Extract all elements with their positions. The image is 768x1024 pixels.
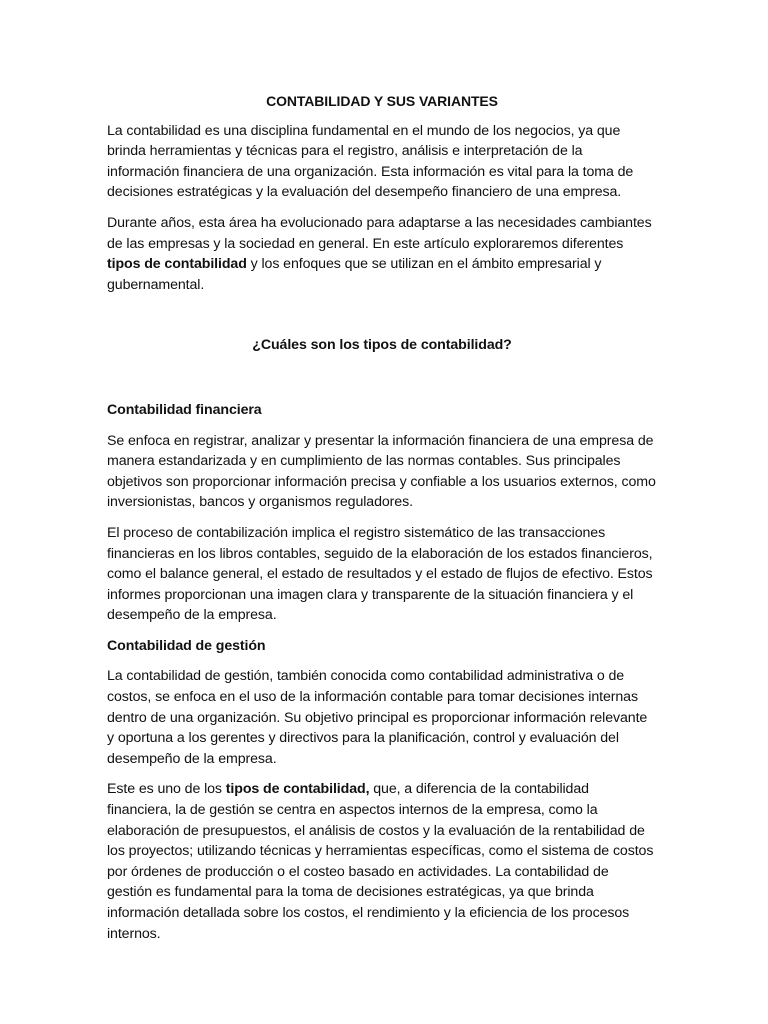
heading-contabilidad-financiera: Contabilidad financiera <box>107 401 262 418</box>
section-subtitle: ¿Cuáles son los tipos de contabilidad? <box>252 337 512 354</box>
document-title: CONTABILIDAD Y SUS VARIANTES <box>266 93 498 109</box>
intro-paragraph-2-text-before: Durante años, esta área ha evolucionado para adaptarse a las necesidades cambiantes de las empresas y la sociedad en general. En este artículo exploraremos diferentes <box>107 214 652 252</box>
document-body <box>107 91 657 954</box>
heading-contabilidad-de-gestion: Contabilidad de gestión <box>107 637 266 654</box>
intro-paragraph-2-bold-term: tipos de contabilidad <box>107 256 247 273</box>
gestion-paragraph-2-bold-term: tipos de contabilidad, <box>225 781 370 798</box>
gestion-paragraph-1: La contabilidad de gestión, también conocida como contabilidad administrativa o de costos, se enfoca en el uso de la información contable para tomar decisiones internas dentro de una organización. Su objetivo principal es proporcionar información relevante y oportuna a los gerentes y directivos para la planificación, control y evaluación del desempeño de la empresa. <box>107 668 648 767</box>
gestion-paragraph-2-text-after: que, a diferencia de la contabilidad financiera, la de gestión se centra en aspectos internos de la empresa, como la elaboración de presupuestos, el análisis de costos y la evaluación de la rentabilidad de los proyectos; utilizando técnicas y herramientas específicas, como el sistema de costos por órdenes de producción o el costeo basado en actividades. La contabilidad de gestión es fundamental para la toma de decisiones estratégicas, ya que brinda información detallada sobre los costos, el rendimiento y la eficiencia de los procesos internos. <box>107 781 654 942</box>
spacer <box>107 305 657 335</box>
gestion-paragraph-2-text-before: Este es uno de los <box>107 781 226 798</box>
intro-paragraph-2 <box>107 213 657 295</box>
intro-paragraph-2-text-after: y los enfoques que se utilizan en el ámbito empresarial y gubernamental. <box>107 256 602 293</box>
intro-paragraph-1: La contabilidad es una disciplina fundamental en el mundo de los negocios, ya que brinda herramientas y técnicas para el registro, análisis e interpretación de la información financiera de una organización. Esta información es vital para la toma de decisiones estratégicas y la evaluación del desempeño financiero de una empresa. <box>107 122 634 201</box>
financiera-paragraph-1: Se enfoca en registrar, analizar y presentar la información financiera de una empresa de manera estandarizada y en cumplimiento de las normas contables. Sus principales objetivos son proporcionar información precisa y confiable a los usuarios externos, como inversionistas, bancos y organismos reguladores. <box>107 432 656 511</box>
gestion-paragraph-2 <box>107 779 657 944</box>
financiera-paragraph-2: El proceso de contabilización implica el registro sistemático de las transacciones financieras en los libros contables, seguido de la elaboración de los estados financieros, como el balance general, el estado de resultados y el estado de flujos de efectivo. Estos informes proporcionan una imagen clara y transparente de la situación financiera y el desempeño de la empresa. <box>107 524 653 624</box>
